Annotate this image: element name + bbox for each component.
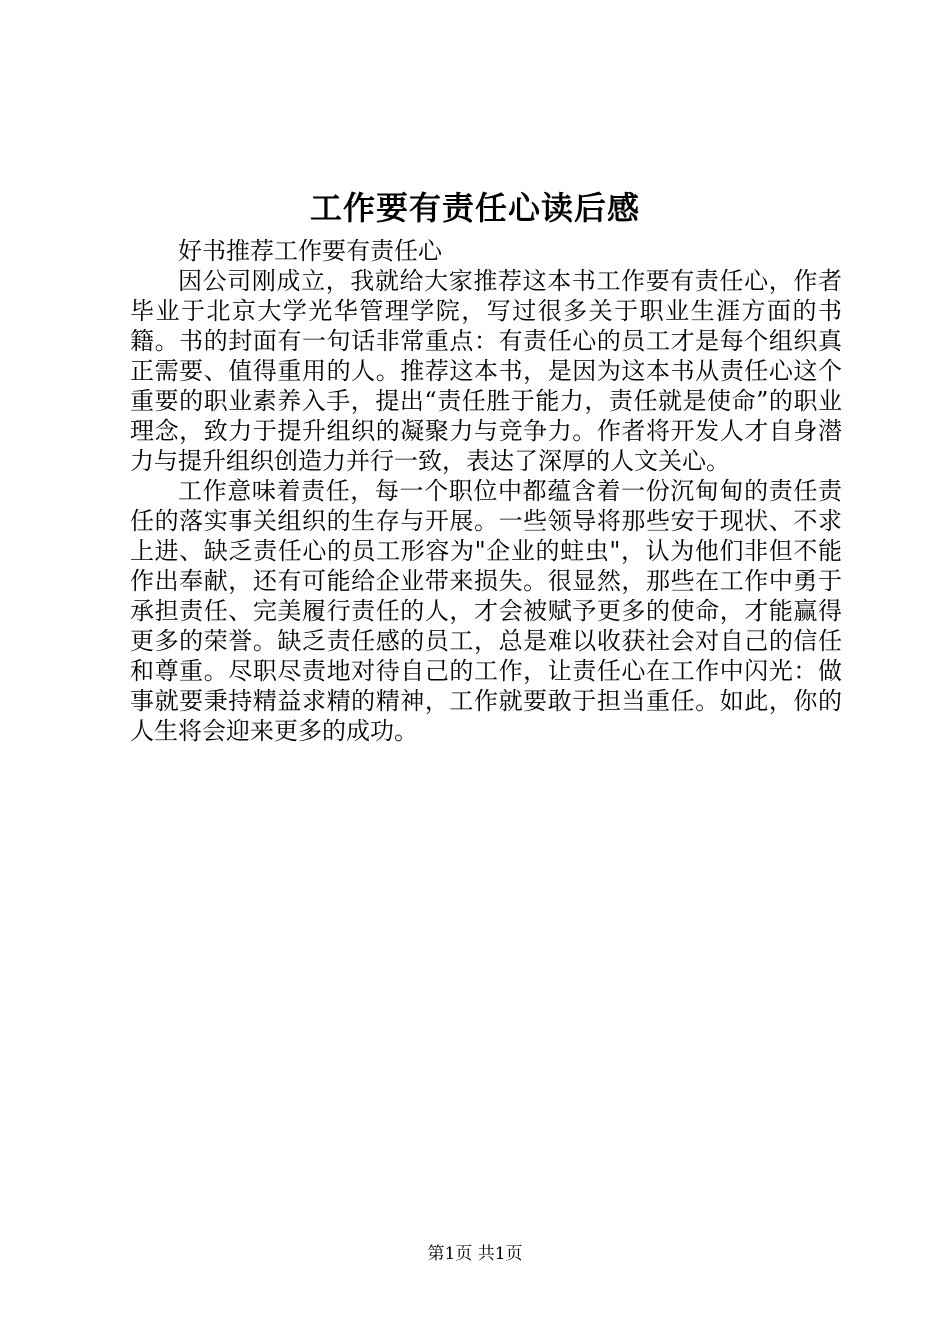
paragraph-responsibility: 工作意味着责任，每一个职位中都蕴含着一份沉甸甸的责任责任的落实事关组织的生存与开展。一些领导将那些安于现状、不求上进、缺乏责任心的员工形容为"企业的蛀虫"，认为他们非但不能作出奉献，还有可能给企业带来损失。很显然，那些在工作中勇于承担责任、完美履行责任的人，才会被赋予更多的使命，才能赢得更多的荣誉。缺乏责任感的员工，总是难以收获社会对自己的信任和尊重。尽职尽责地对待自己的工作，让责任心在工作中闪光：做事就要秉持精益求精的精神，工作就要敢于担当重任。如此，你的人生将会迎来更多的成功。: [130, 477, 842, 745]
document-body: [130, 236, 842, 746]
document-title: 工作要有责任心读后感: [309, 189, 640, 227]
page-number-footer: 第1页 共1页: [427, 1244, 523, 1264]
paragraph-recommendation: 好书推荐工作要有责任心: [178, 237, 442, 265]
paragraph-introduction: 因公司刚成立，我就给大家推荐这本书工作要有责任心，作者毕业于北京大学光华管理学院，写过很多关于职业生涯方面的书籍。书的封面有一句话非常重点：有责任心的员工才是每个组织真正需要、值得重用的人。推荐这本书，是因为这本书从责任心这个重要的职业素养入手，提出“责任胜于能力，责任就是使命”的职业理念，致力于提升组织的凝聚力与竞争力。作者将开发人才自身潜力与提升组织创造力并行一致，表达了深厚的人文关心。: [130, 267, 842, 475]
